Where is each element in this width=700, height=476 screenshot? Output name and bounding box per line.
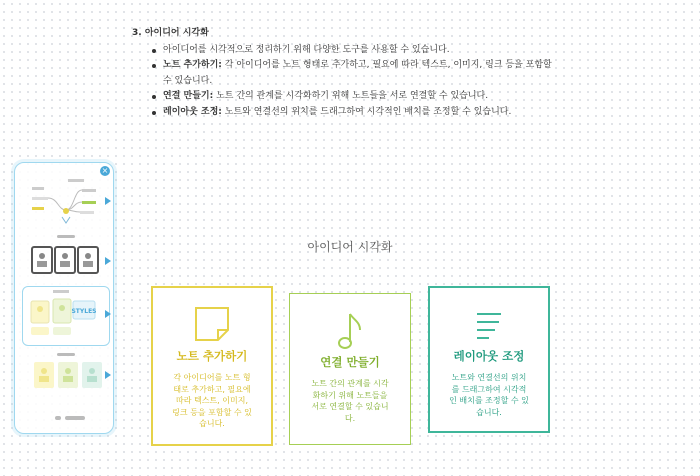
- chevron-right-icon: [105, 371, 111, 379]
- thumbnail-mindmap-template[interactable]: [22, 175, 108, 227]
- list-item: [163, 89, 562, 105]
- list-item-text: 노트 간의 관계를 시각화하기 위해 노트들을 서로 연결할 수 있습니다.: [213, 91, 489, 101]
- chevron-right-icon: [105, 197, 111, 205]
- sticky-note-icon: [192, 304, 232, 348]
- list-item-bold: 레이아웃 조정:: [163, 106, 222, 117]
- mindmap-thumbnail-image: [22, 175, 108, 227]
- chevron-right-icon: [105, 310, 111, 318]
- list-item-text: 각 아이디어를 노트 형태로 추가하고, 필요에 따라 텍스트, 이미지, 링크 등을 포함할 수 있습니다.: [163, 60, 552, 86]
- card-add-note[interactable]: [151, 286, 273, 446]
- list-item-text: 아이디어를 시각적으로 정리하기 위해 다양한 도구를 사용할 수 있습니다.: [163, 44, 450, 55]
- styles-thumbnail-image: [23, 287, 105, 341]
- music-note-icon: [330, 310, 370, 356]
- bullet-list: [132, 43, 562, 121]
- card-description: 노트 간의 관계를 시각화하기 위해 노트들을 서로 연결할 수 있습니다.: [311, 379, 389, 423]
- template-panel: [14, 162, 114, 434]
- thumbnail-pastel-cards-template[interactable]: [22, 356, 108, 408]
- chevron-right-icon: [105, 257, 111, 265]
- close-icon[interactable]: ×: [101, 166, 109, 175]
- card-description: 각 아이디어를 노트 형태로 추가하고, 필요에 따라 텍스트, 이미지, 링크 등을 포함할 수 있습니다.: [172, 373, 252, 428]
- list-item-bold: 노트 추가하기:: [163, 60, 222, 70]
- card-title: 노트 추가하기: [176, 349, 248, 363]
- lines-icon: [469, 304, 509, 348]
- pagination-dot[interactable]: [55, 416, 61, 420]
- list-item-text: 노트와 연결선의 위치를 드래그하여 시각적인 배치를 조정할 수 있습니다.: [221, 106, 512, 117]
- thumbnail-styles-template[interactable]: [22, 286, 110, 346]
- card-description: 노트와 연결선의 위치를 드래그하여 시각적인 배치를 조정할 수 있습니다.: [449, 373, 529, 417]
- pastel-cards-thumbnail-image: [22, 356, 108, 396]
- list-item: [163, 105, 562, 121]
- canvas-title: 아이디어 시각화: [307, 240, 393, 254]
- pagination-bar[interactable]: [65, 416, 85, 420]
- document-section: [132, 26, 562, 120]
- list-item-bold: 연결 만들기:: [163, 91, 214, 101]
- list-item: [163, 58, 562, 89]
- section-heading: 3. 아이디어 시각화: [132, 28, 209, 38]
- card-title: 레이아웃 조정: [453, 349, 525, 363]
- card-connect[interactable]: [289, 293, 411, 445]
- card-layout[interactable]: [428, 286, 550, 433]
- card-title: 연결 만들기: [320, 355, 380, 369]
- list-item: [163, 43, 562, 59]
- styles-label: STYLES: [71, 308, 97, 315]
